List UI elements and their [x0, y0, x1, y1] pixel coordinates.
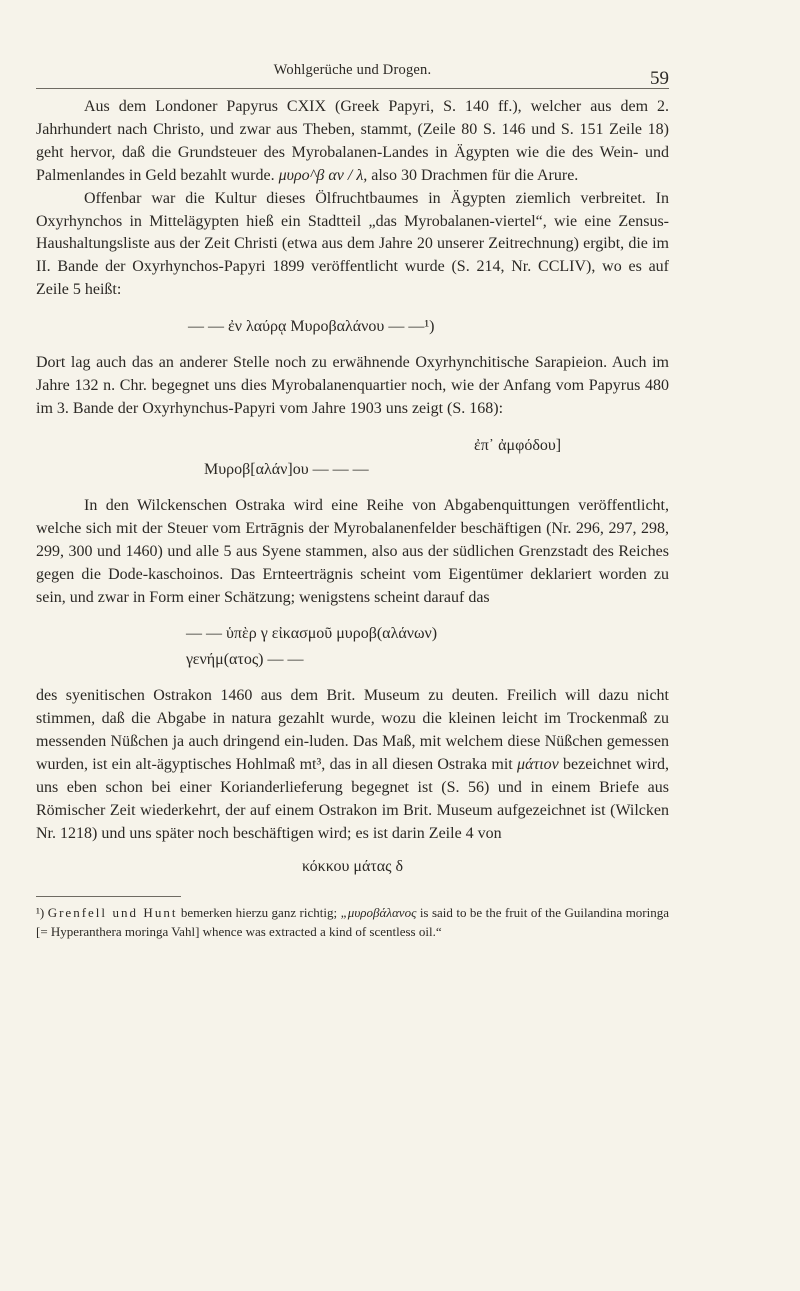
greek-quote-kokkou: κόκκου μάτας δ: [301, 857, 404, 875]
paragraph-oxyrhynchos: Offenbar war die Kultur dieses Ölfruchtbaumes in Ägypten ziemlich verbreitet. In Oxyrhynchos in Mittelägypten hieß ein Stadtteil „das Myrobalanen-viertel“, wie eine Zensus-Haushaltungsliste aus der Zeit Christi (etwa aus dem Jahre 20 unserer Zeitrechnung) ergibt, die im II. Bande der Oxyrhynchos-Papyri 1899 veröffentlicht wurde (S. 214, Nr. CCLIV), wo es auf Zeile 5 heißt:: [36, 189, 669, 299]
footnote-separator: [36, 896, 181, 897]
footnote-authors: Grenfell und Hunt: [47, 904, 178, 920]
greek-quote-myrobalanou: Μυροβ[αλάν]ου — — —: [204, 460, 369, 478]
paragraph-text: Aus dem Londoner Papyrus CXIX (Greek Papyri, S. 140 ff.), welcher aus dem 2. Jahrhundert nach Christo, und zwar aus Theben, stammt, (Zeile 80 S. 146 und S. 151 Zeile 18) geht hervor, daß die Grundsteuer des Myrobalanen-Landes in Ägypten wie die des Wein- und Palmenlandes in Geld bezahlt wurde.: [36, 98, 669, 184]
hieroglyph-sign: mt³,: [299, 756, 326, 774]
greek-quote-genematos: γενήμ(ατος) — —: [186, 651, 304, 669]
page-header: [36, 62, 669, 89]
paragraph-wilcken-ostraka: In den Wilckenschen Ostraka wird eine Reihe von Abgabenquittungen veröffentlicht, welche sich mit der Steuer vom Ertrāgnis der Myrobalanenfelder beschäftigen (Nr. 296, 297, 298, 299, 300 und 1460) und alle 5 aus Syene stammen, also aus der südlichen Grenzstadt des Reiches gegen die Dode-kaschoinos. Das Ernteerträgnis scheint vom Eigentümer deklariert worden zu sein, und zwar in Form einer Schätzung; wenigstens scheint darauf das: [36, 496, 669, 606]
paragraph-text: also 30 Drachmen für die Arure.: [371, 166, 579, 184]
footnote-marker: ¹): [36, 904, 45, 920]
greek-quote-amphodou: ἐπ᾽ ἀμφόδου]: [474, 436, 562, 454]
greek-quote-laura: — — ἐν λαύρᾳ Μυροβαλάνου — —¹): [188, 318, 435, 336]
paragraph-text: des syenitischen Ostrakon 1460 aus dem Brit. Museum zu deuten. Freilich will dazu nicht stimmen, daß die Abgabe in natura gezahlt wurde, wozu die kleinen leicht im Trockenmaß zu messenden Nüßchen ja auch dringend ein-luden. Das Maß, mit welchem diese Nüßchen gemessen wurden, ist ein alt-ägyptisches Hohlmaß: [36, 687, 669, 774]
paragraph-syenitisch: [36, 685, 669, 845]
footnote-text: is said to be the fruit of the Guilandina moringa [= Hyperanthera moringa Vahl] whence was extracted a kind of scentless oil.“: [36, 904, 670, 940]
paragraph-text: bezeichnet wird, uns eben schon bei einer Korianderlieferung begegnet ist (S. 56) und in einem Briefe aus Römischer Zeit wiederkehrt, der auf einem Ostrakon im Brit. Museum aufgezeichnet ist (Wilcken Nr. 1218) und uns später noch beschäftigen wird; es ist darin Zeile 4 von: [36, 756, 670, 842]
paragraph-sarapieion: Dort lag auch das an anderer Stelle noch zu erwähnende Oxyrhynchitische Sarapieion. Auch im Jahre 132 n. Chr. begegnet uns dies Myrobalanenquartier noch, wie der Anfang vom Papyrus 480 im 3. Bande der Oxyrhynchus-Papyri vom Jahre 1903 uns zeigt (S. 168):: [36, 354, 669, 417]
footnote-greek-word: „μυροβάλανος: [340, 904, 417, 920]
greek-word: μάτιον: [517, 756, 559, 774]
greek-abbreviation: μυρο^β αν / λ,: [278, 166, 368, 184]
greek-quote-eikasmou: — — ὑπὲρ γ εἰκασμοῦ μυροβ(αλάνων): [186, 625, 438, 643]
footnote-text: bemerken hierzu ganz richtig;: [180, 904, 338, 920]
page-number: 59: [650, 68, 669, 89]
footnote: [36, 903, 669, 942]
paragraph-london-papyrus: [36, 96, 669, 188]
paragraph-text: das in all diesen Ostraka mit: [329, 756, 513, 774]
page-body: [36, 96, 669, 942]
running-title: Wohlgerüche und Drogen.: [273, 62, 432, 78]
